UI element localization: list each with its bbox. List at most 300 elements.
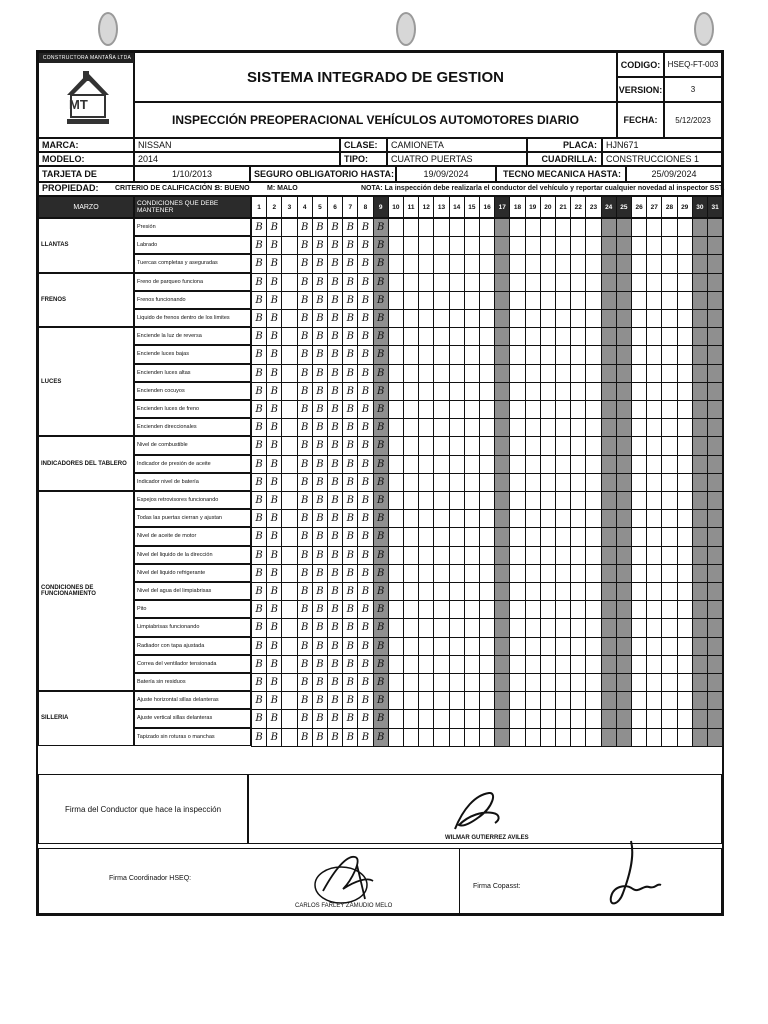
day-cell[interactable] [555, 673, 571, 692]
day-cell[interactable] [433, 364, 449, 383]
day-cell[interactable] [601, 582, 617, 601]
day-cell[interactable] [251, 546, 267, 565]
day-cell[interactable] [433, 436, 449, 455]
day-cell[interactable] [403, 709, 419, 728]
day-cell[interactable] [266, 491, 282, 510]
day-cell[interactable] [403, 673, 419, 692]
day-cell[interactable] [616, 436, 632, 455]
day-cell[interactable] [616, 637, 632, 656]
day-cell[interactable] [464, 345, 480, 364]
day-cell[interactable] [555, 218, 571, 237]
day-cell[interactable] [540, 254, 556, 273]
day-cell[interactable] [327, 655, 343, 674]
day-cell[interactable] [388, 582, 404, 601]
day-cell[interactable] [601, 345, 617, 364]
day-cell[interactable] [357, 236, 373, 255]
day-cell[interactable] [388, 564, 404, 583]
day-cell[interactable] [388, 637, 404, 656]
day-cell[interactable] [281, 455, 297, 474]
day-cell[interactable] [525, 600, 541, 619]
day-cell[interactable] [646, 637, 662, 656]
day-cell[interactable] [449, 691, 465, 710]
day-cell[interactable] [540, 455, 556, 474]
day-cell[interactable] [479, 673, 495, 692]
day-cell[interactable] [281, 691, 297, 710]
day-cell[interactable] [570, 673, 586, 692]
day-cell[interactable] [388, 509, 404, 528]
day-cell[interactable] [433, 600, 449, 619]
day-cell[interactable] [494, 655, 510, 674]
day-cell[interactable] [388, 254, 404, 273]
day-cell[interactable] [464, 655, 480, 674]
day-cell[interactable] [403, 582, 419, 601]
day-cell[interactable] [312, 673, 328, 692]
day-cell[interactable] [707, 564, 723, 583]
day-cell[interactable] [388, 309, 404, 328]
day-cell[interactable] [464, 400, 480, 419]
day-cell[interactable] [585, 509, 601, 528]
day-cell[interactable] [570, 327, 586, 346]
day-cell[interactable] [525, 236, 541, 255]
day-cell[interactable] [449, 291, 465, 310]
day-cell[interactable] [327, 218, 343, 237]
day-cell[interactable] [449, 582, 465, 601]
day-cell[interactable] [509, 709, 525, 728]
day-cell[interactable] [357, 509, 373, 528]
day-cell[interactable] [433, 309, 449, 328]
day-cell[interactable] [357, 655, 373, 674]
day-cell[interactable] [433, 564, 449, 583]
day-cell[interactable] [357, 691, 373, 710]
day-cell[interactable] [494, 382, 510, 401]
day-cell[interactable] [661, 564, 677, 583]
day-cell[interactable] [601, 327, 617, 346]
day-cell[interactable] [555, 655, 571, 674]
day-cell[interactable] [525, 364, 541, 383]
day-cell[interactable] [312, 382, 328, 401]
day-cell[interactable] [555, 455, 571, 474]
day-cell[interactable] [494, 455, 510, 474]
day-cell[interactable] [357, 382, 373, 401]
day-cell[interactable] [570, 345, 586, 364]
day-cell[interactable] [555, 509, 571, 528]
day-cell[interactable] [555, 637, 571, 656]
day-cell[interactable] [540, 400, 556, 419]
day-cell[interactable] [631, 637, 647, 656]
day-cell[interactable] [327, 236, 343, 255]
day-cell[interactable] [373, 273, 389, 292]
day-cell[interactable] [616, 582, 632, 601]
day-cell[interactable] [494, 327, 510, 346]
day-cell[interactable] [433, 655, 449, 674]
day-cell[interactable] [616, 345, 632, 364]
day-cell[interactable] [281, 564, 297, 583]
day-cell[interactable] [479, 564, 495, 583]
day-cell[interactable] [357, 473, 373, 492]
day-cell[interactable] [585, 546, 601, 565]
day-cell[interactable] [342, 473, 358, 492]
day-cell[interactable] [646, 709, 662, 728]
day-cell[interactable] [327, 618, 343, 637]
day-cell[interactable] [494, 582, 510, 601]
day-cell[interactable] [433, 418, 449, 437]
day-cell[interactable] [327, 364, 343, 383]
day-cell[interactable] [312, 564, 328, 583]
day-cell[interactable] [661, 455, 677, 474]
day-cell[interactable] [312, 473, 328, 492]
day-cell[interactable] [266, 709, 282, 728]
day-cell[interactable] [312, 600, 328, 619]
day-cell[interactable] [692, 236, 708, 255]
day-cell[interactable] [449, 491, 465, 510]
day-cell[interactable] [251, 709, 267, 728]
day-cell[interactable] [601, 436, 617, 455]
day-cell[interactable] [555, 564, 571, 583]
day-cell[interactable] [357, 218, 373, 237]
day-cell[interactable] [631, 527, 647, 546]
day-cell[interactable] [403, 637, 419, 656]
day-cell[interactable] [631, 509, 647, 528]
day-cell[interactable] [342, 455, 358, 474]
day-cell[interactable] [692, 527, 708, 546]
day-cell[interactable] [281, 309, 297, 328]
day-cell[interactable] [251, 673, 267, 692]
day-cell[interactable] [342, 709, 358, 728]
day-cell[interactable] [631, 691, 647, 710]
day-cell[interactable] [281, 637, 297, 656]
day-cell[interactable] [585, 236, 601, 255]
day-cell[interactable] [388, 655, 404, 674]
day-cell[interactable] [509, 491, 525, 510]
day-cell[interactable] [403, 236, 419, 255]
day-cell[interactable] [449, 436, 465, 455]
day-cell[interactable] [403, 436, 419, 455]
day-cell[interactable] [327, 382, 343, 401]
day-cell[interactable] [342, 509, 358, 528]
day-cell[interactable] [585, 364, 601, 383]
day-cell[interactable] [251, 618, 267, 637]
day-cell[interactable] [327, 637, 343, 656]
day-cell[interactable] [373, 582, 389, 601]
day-cell[interactable] [327, 673, 343, 692]
day-cell[interactable] [525, 655, 541, 674]
day-cell[interactable] [464, 455, 480, 474]
day-cell[interactable] [509, 600, 525, 619]
day-cell[interactable] [646, 418, 662, 437]
day-cell[interactable] [327, 728, 343, 747]
day-cell[interactable] [692, 618, 708, 637]
day-cell[interactable] [646, 382, 662, 401]
day-cell[interactable] [403, 254, 419, 273]
day-cell[interactable] [479, 418, 495, 437]
day-cell[interactable] [403, 546, 419, 565]
day-cell[interactable] [601, 309, 617, 328]
day-cell[interactable] [373, 345, 389, 364]
day-cell[interactable] [646, 455, 662, 474]
day-cell[interactable] [251, 400, 267, 419]
day-cell[interactable] [388, 473, 404, 492]
day-cell[interactable] [631, 709, 647, 728]
day-cell[interactable] [388, 345, 404, 364]
day-cell[interactable] [631, 546, 647, 565]
day-cell[interactable] [494, 673, 510, 692]
day-cell[interactable] [631, 728, 647, 747]
day-cell[interactable] [661, 418, 677, 437]
day-cell[interactable] [570, 728, 586, 747]
day-cell[interactable] [464, 618, 480, 637]
day-cell[interactable] [631, 418, 647, 437]
day-cell[interactable] [266, 455, 282, 474]
day-cell[interactable] [464, 509, 480, 528]
day-cell[interactable] [555, 618, 571, 637]
day-cell[interactable] [646, 491, 662, 510]
day-cell[interactable] [509, 273, 525, 292]
day-cell[interactable] [464, 273, 480, 292]
day-cell[interactable] [312, 455, 328, 474]
day-cell[interactable] [312, 400, 328, 419]
day-cell[interactable] [449, 455, 465, 474]
day-cell[interactable] [266, 382, 282, 401]
day-cell[interactable] [494, 236, 510, 255]
day-cell[interactable] [281, 291, 297, 310]
day-cell[interactable] [494, 691, 510, 710]
day-cell[interactable] [464, 364, 480, 383]
day-cell[interactable] [312, 345, 328, 364]
day-cell[interactable] [631, 254, 647, 273]
day-cell[interactable] [677, 709, 693, 728]
day-cell[interactable] [281, 382, 297, 401]
day-cell[interactable] [631, 455, 647, 474]
day-cell[interactable] [388, 382, 404, 401]
day-cell[interactable] [342, 309, 358, 328]
day-cell[interactable] [479, 618, 495, 637]
day-cell[interactable] [661, 254, 677, 273]
day-cell[interactable] [525, 327, 541, 346]
day-cell[interactable] [525, 291, 541, 310]
day-cell[interactable] [281, 327, 297, 346]
day-cell[interactable] [266, 546, 282, 565]
day-cell[interactable] [692, 327, 708, 346]
day-cell[interactable] [373, 382, 389, 401]
day-cell[interactable] [646, 436, 662, 455]
day-cell[interactable] [297, 728, 313, 747]
day-cell[interactable] [494, 709, 510, 728]
day-cell[interactable] [373, 455, 389, 474]
day-cell[interactable] [418, 291, 434, 310]
day-cell[interactable] [266, 655, 282, 674]
day-cell[interactable] [707, 254, 723, 273]
day-cell[interactable] [403, 382, 419, 401]
day-cell[interactable] [494, 473, 510, 492]
day-cell[interactable] [357, 673, 373, 692]
day-cell[interactable] [251, 236, 267, 255]
day-cell[interactable] [403, 309, 419, 328]
day-cell[interactable] [266, 673, 282, 692]
day-cell[interactable] [418, 236, 434, 255]
day-cell[interactable] [570, 509, 586, 528]
day-cell[interactable] [692, 273, 708, 292]
day-cell[interactable] [525, 382, 541, 401]
day-cell[interactable] [692, 582, 708, 601]
day-cell[interactable] [327, 291, 343, 310]
day-cell[interactable] [677, 546, 693, 565]
day-cell[interactable] [312, 291, 328, 310]
day-cell[interactable] [707, 418, 723, 437]
day-cell[interactable] [707, 345, 723, 364]
day-cell[interactable] [403, 218, 419, 237]
day-cell[interactable] [494, 400, 510, 419]
day-cell[interactable] [692, 364, 708, 383]
day-cell[interactable] [570, 218, 586, 237]
day-cell[interactable] [403, 455, 419, 474]
day-cell[interactable] [357, 582, 373, 601]
day-cell[interactable] [677, 582, 693, 601]
day-cell[interactable] [540, 691, 556, 710]
day-cell[interactable] [616, 254, 632, 273]
day-cell[interactable] [433, 400, 449, 419]
day-cell[interactable] [585, 618, 601, 637]
day-cell[interactable] [555, 527, 571, 546]
day-cell[interactable] [281, 491, 297, 510]
day-cell[interactable] [266, 564, 282, 583]
day-cell[interactable] [312, 418, 328, 437]
day-cell[interactable] [312, 691, 328, 710]
day-cell[interactable] [525, 273, 541, 292]
day-cell[interactable] [677, 345, 693, 364]
day-cell[interactable] [266, 364, 282, 383]
day-cell[interactable] [616, 382, 632, 401]
day-cell[interactable] [692, 291, 708, 310]
day-cell[interactable] [646, 400, 662, 419]
day-cell[interactable] [281, 345, 297, 364]
day-cell[interactable] [266, 436, 282, 455]
day-cell[interactable] [616, 655, 632, 674]
day-cell[interactable] [509, 218, 525, 237]
day-cell[interactable] [585, 327, 601, 346]
day-cell[interactable] [297, 400, 313, 419]
day-cell[interactable] [464, 527, 480, 546]
day-cell[interactable] [601, 709, 617, 728]
day-cell[interactable] [464, 327, 480, 346]
day-cell[interactable] [373, 673, 389, 692]
day-cell[interactable] [266, 509, 282, 528]
day-cell[interactable] [585, 473, 601, 492]
day-cell[interactable] [540, 309, 556, 328]
day-cell[interactable] [646, 509, 662, 528]
day-cell[interactable] [631, 618, 647, 637]
day-cell[interactable] [707, 491, 723, 510]
day-cell[interactable] [661, 691, 677, 710]
day-cell[interactable] [297, 637, 313, 656]
day-cell[interactable] [555, 400, 571, 419]
day-cell[interactable] [479, 600, 495, 619]
day-cell[interactable] [327, 418, 343, 437]
day-cell[interactable] [616, 600, 632, 619]
day-cell[interactable] [297, 436, 313, 455]
day-cell[interactable] [251, 491, 267, 510]
day-cell[interactable] [388, 436, 404, 455]
day-cell[interactable] [281, 473, 297, 492]
day-cell[interactable] [403, 728, 419, 747]
day-cell[interactable] [479, 491, 495, 510]
day-cell[interactable] [509, 527, 525, 546]
day-cell[interactable] [692, 436, 708, 455]
day-cell[interactable] [509, 473, 525, 492]
day-cell[interactable] [251, 582, 267, 601]
day-cell[interactable] [403, 327, 419, 346]
day-cell[interactable] [479, 291, 495, 310]
day-cell[interactable] [373, 564, 389, 583]
day-cell[interactable] [327, 345, 343, 364]
day-cell[interactable] [601, 291, 617, 310]
day-cell[interactable] [327, 600, 343, 619]
day-cell[interactable] [342, 637, 358, 656]
day-cell[interactable] [433, 709, 449, 728]
day-cell[interactable] [449, 327, 465, 346]
day-cell[interactable] [266, 291, 282, 310]
day-cell[interactable] [327, 473, 343, 492]
day-cell[interactable] [525, 709, 541, 728]
day-cell[interactable] [540, 527, 556, 546]
day-cell[interactable] [418, 546, 434, 565]
day-cell[interactable] [707, 673, 723, 692]
day-cell[interactable] [677, 600, 693, 619]
day-cell[interactable] [570, 691, 586, 710]
day-cell[interactable] [540, 673, 556, 692]
day-cell[interactable] [403, 618, 419, 637]
day-cell[interactable] [525, 673, 541, 692]
day-cell[interactable] [616, 400, 632, 419]
day-cell[interactable] [342, 291, 358, 310]
day-cell[interactable] [692, 254, 708, 273]
day-cell[interactable] [661, 491, 677, 510]
day-cell[interactable] [418, 618, 434, 637]
day-cell[interactable] [464, 637, 480, 656]
day-cell[interactable] [585, 273, 601, 292]
day-cell[interactable] [631, 436, 647, 455]
day-cell[interactable] [509, 655, 525, 674]
day-cell[interactable] [661, 509, 677, 528]
day-cell[interactable] [418, 473, 434, 492]
day-cell[interactable] [312, 728, 328, 747]
day-cell[interactable] [494, 273, 510, 292]
day-cell[interactable] [464, 491, 480, 510]
day-cell[interactable] [509, 400, 525, 419]
day-cell[interactable] [251, 382, 267, 401]
day-cell[interactable] [373, 418, 389, 437]
day-cell[interactable] [297, 291, 313, 310]
day-cell[interactable] [266, 418, 282, 437]
day-cell[interactable] [281, 728, 297, 747]
day-cell[interactable] [297, 709, 313, 728]
day-cell[interactable] [251, 600, 267, 619]
day-cell[interactable] [418, 564, 434, 583]
day-cell[interactable] [281, 582, 297, 601]
day-cell[interactable] [585, 309, 601, 328]
day-cell[interactable] [677, 291, 693, 310]
day-cell[interactable] [266, 273, 282, 292]
day-cell[interactable] [677, 637, 693, 656]
day-cell[interactable] [342, 345, 358, 364]
day-cell[interactable] [342, 364, 358, 383]
day-cell[interactable] [707, 473, 723, 492]
day-cell[interactable] [570, 491, 586, 510]
day-cell[interactable] [570, 382, 586, 401]
day-cell[interactable] [677, 327, 693, 346]
day-cell[interactable] [297, 218, 313, 237]
day-cell[interactable] [388, 418, 404, 437]
day-cell[interactable] [616, 691, 632, 710]
